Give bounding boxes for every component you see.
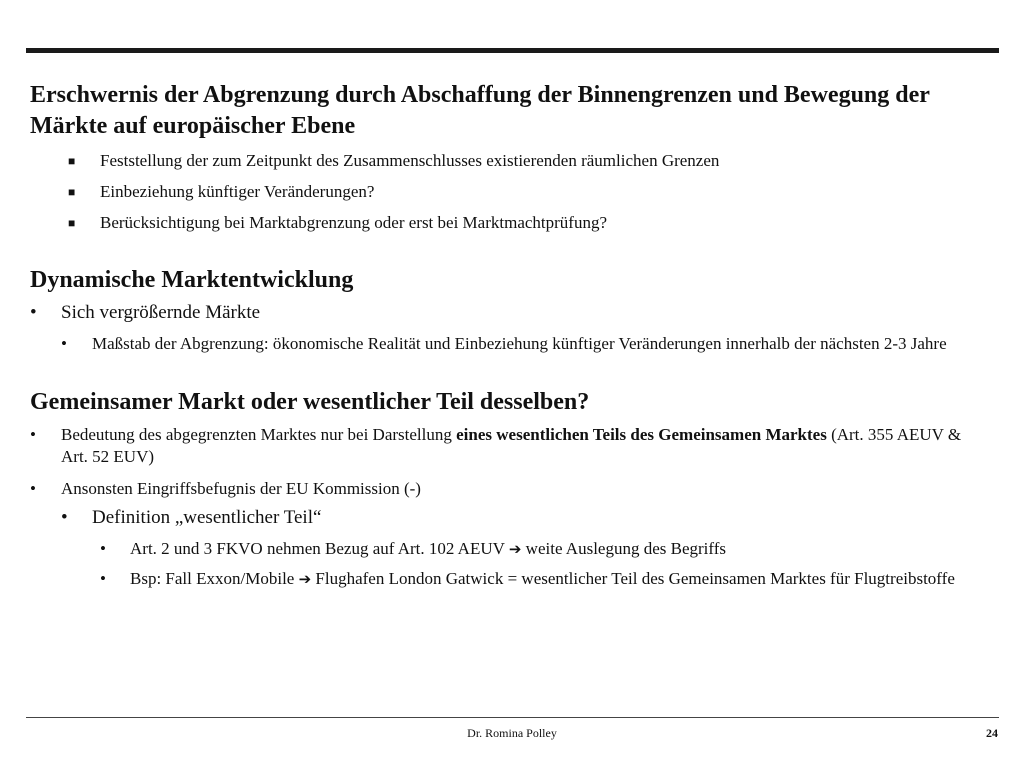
section2-sublist xyxy=(30,333,980,355)
square-bullet-icon: ■ xyxy=(68,154,76,168)
list-item-text: Berücksichtigung bei Marktabgrenzung oder erst bei Marktmachtprüfung? xyxy=(100,213,608,232)
page-number: 24 xyxy=(986,726,998,740)
list-item-text: Sich vergrößernde Märkte xyxy=(61,302,261,323)
arrow-right-icon: ➔ xyxy=(298,570,312,588)
list-item-text: Flughafen London Gatwick = wesentlicher Teil des Gemeinsamen Marktes für Flugtreibstoffe xyxy=(311,569,955,588)
list-item-text: Definition „wesentlicher Teil“ xyxy=(92,507,322,528)
section3-heading: Gemeinsamer Markt oder wesentlicher Teil desselben? xyxy=(30,389,590,415)
bullet-icon: • xyxy=(61,334,67,353)
bullet-icon: • xyxy=(100,539,106,558)
list-item xyxy=(30,424,980,468)
bullet-icon: • xyxy=(61,507,68,528)
list-item xyxy=(30,212,980,234)
bullet-icon: • xyxy=(30,425,36,444)
top-rule xyxy=(26,48,999,53)
list-item xyxy=(30,538,980,560)
section1-list xyxy=(30,150,980,234)
list-item-text: Maßstab der Abgrenzung: ökonomische Realität und Einbeziehung künftiger Veränderungen innerhalb der nächsten 2-3 Jahre xyxy=(92,334,947,353)
footer-author: Dr. Romina Polley xyxy=(467,726,557,740)
bullet-icon: • xyxy=(30,302,37,323)
list-item xyxy=(30,333,980,355)
bullet-icon: • xyxy=(100,569,106,588)
list-item xyxy=(30,568,980,590)
arrow-right-icon: ➔ xyxy=(508,540,522,558)
section3-subsublist xyxy=(30,538,980,590)
list-item-text: Feststellung der zum Zeitpunkt des Zusammenschlusses existierenden räumlichen Grenzen xyxy=(100,151,720,170)
section3-sublist xyxy=(30,506,980,530)
emphasized-text: eines wesentlichen Teils des Gemeinsamen Marktes xyxy=(456,425,827,444)
list-item xyxy=(30,150,980,172)
slide-content xyxy=(30,80,980,590)
list-item-text: weite Auslegung des Begriffs xyxy=(521,539,727,558)
section2-list xyxy=(30,301,980,325)
list-item-text: Bedeutung des abgegrenzten Marktes nur bei Darstellung xyxy=(61,425,457,444)
list-item-text: Bsp: Fall Exxon/Mobile xyxy=(130,569,299,588)
list-item-text: Ansonsten Eingriffsbefugnis der EU Kommission (-) xyxy=(61,479,421,498)
list-item-text: Einbeziehung künftiger Veränderungen? xyxy=(100,182,375,201)
list-item xyxy=(30,181,980,203)
section1-heading: Erschwernis der Abgrenzung durch Abschaffung der Binnengrenzen und Bewegung der Märkte auf europäischer Ebene xyxy=(30,82,930,139)
list-item xyxy=(30,478,980,500)
bullet-icon: • xyxy=(30,479,36,498)
list-item xyxy=(30,506,980,530)
square-bullet-icon: ■ xyxy=(68,216,76,230)
section2-heading: Dynamische Marktentwicklung xyxy=(30,267,354,293)
square-bullet-icon: ■ xyxy=(68,185,76,199)
list-item-text: Art. 2 und 3 FKVO nehmen Bezug auf Art. 102 AEUV xyxy=(130,539,509,558)
section3-list xyxy=(30,424,980,500)
list-item xyxy=(30,301,980,325)
bottom-rule xyxy=(26,717,999,718)
list-item-text: (Art. 355 AEUV & Art. 52 EUV) xyxy=(61,425,962,466)
